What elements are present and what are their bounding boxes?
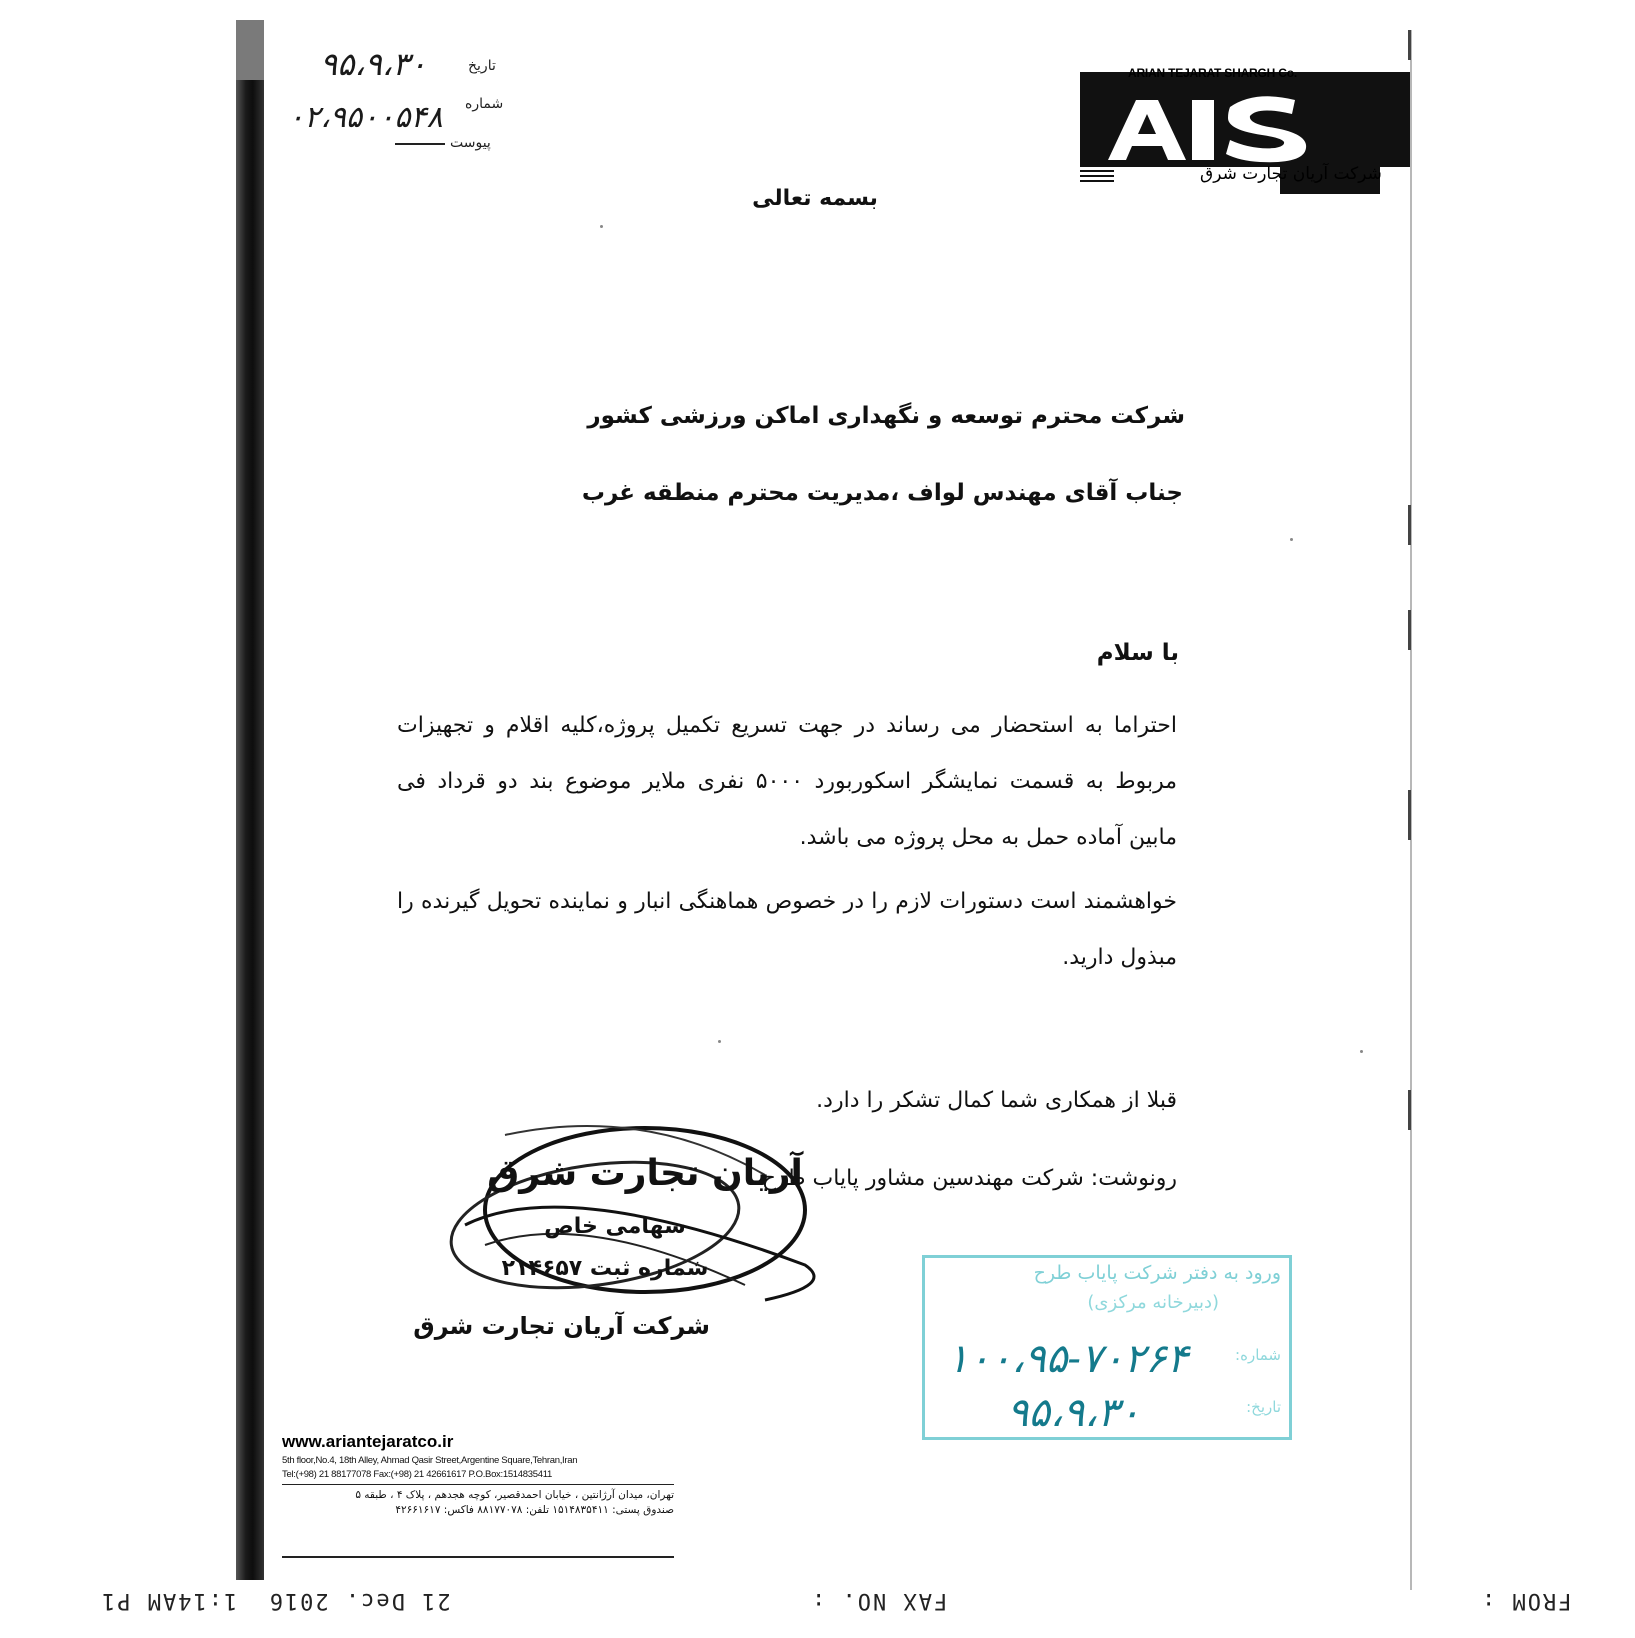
contact-en: Tel:(+98) 21 88177078 Fax:(+98) 21 42661617 P.O.Box:1514835411 — [282, 1469, 552, 1480]
recipient-organization: شرکت محترم توسعه و نگهداری اماکن ورزشی کشور — [587, 403, 1185, 429]
received-stamp-number-label: شماره: — [1235, 1346, 1281, 1364]
contact-fa: صندوق پستی: ۱۵۱۴۸۳۵۴۱۱ تلفن: ۸۸۱۷۷۰۷۸ فاکس: ۴۲۶۶۱۶۱۷ — [395, 1504, 674, 1516]
number-label: شماره — [465, 96, 504, 112]
received-stamp-number: ۱۰۰،۹۵-۷۰۲۶۴ — [947, 1336, 1189, 1382]
edge-tick — [1408, 610, 1411, 650]
scan-speck — [1360, 1050, 1363, 1053]
scan-edge-bar — [236, 20, 264, 1580]
footer-divider — [282, 1484, 674, 1485]
received-stamp-title: ورود به دفتر شرکت پایاب طرح — [1033, 1262, 1281, 1284]
footer-bottom-rule — [282, 1556, 674, 1558]
body-paragraph-1: احتراما به استحضار می رساند در جهت تسریع تکمیل پروژه،کلیه اقلام و تجهیزات مربوط به قسمت نمایشگر اسکوربورد ۵۰۰۰ نفری ملایر موضوع بند دو قرداد فی مابین آماده حمل به محل پروژه می باشد. — [397, 713, 1177, 850]
scan-speck — [600, 225, 603, 228]
edge-tick — [1408, 790, 1411, 840]
attachment-label: پیوست — [450, 135, 491, 151]
letterhead-footer — [282, 1432, 674, 1516]
fax-date-time: 21 Dec. 2016 1:14AM P1 — [100, 1588, 451, 1613]
fax-from: FROM : — [1480, 1588, 1572, 1613]
company-seal — [445, 1115, 850, 1340]
website-link[interactable]: www.ariantejaratco.ir — [282, 1432, 454, 1451]
edge-tick — [1408, 1090, 1411, 1130]
received-stamp-date: ۹۵،۹،۳۰ — [1007, 1390, 1141, 1436]
recipient-person: جناب آقای مهندس لواف ،مدیریت محترم منطقه غرب — [581, 480, 1183, 506]
logo-company-en: ARIAN TEJARAT SHARGH Co. — [1128, 66, 1297, 80]
address-fa: تهران، میدان آرژانتین ، خیابان احمدقصیر، کوچه هجدهم ، پلاک ۴ ، طبقه ۵ — [355, 1489, 674, 1501]
date-label: تاریخ — [468, 58, 496, 74]
fax-number: FAX NO. : — [810, 1588, 948, 1613]
basmala: بسمه تعالی — [752, 186, 878, 211]
closing-thanks: قبلا از همکاری شما کمال تشکر را دارد. — [816, 1088, 1177, 1113]
letter-number: ۰۲،۹۵۰۰۵۴۸ — [288, 100, 443, 135]
carbon-copy-line: رونوشت: شرکت مهندسین مشاور پایاب طرح — [761, 1166, 1177, 1191]
seal-type: سهامی خاص — [544, 1214, 686, 1239]
edge-tick — [1408, 30, 1411, 60]
letter-date: ۹۵،۹،۳۰ — [320, 45, 427, 83]
received-stamp — [922, 1255, 1292, 1440]
edge-tick — [1408, 505, 1411, 545]
address-en: 5th floor,No.4, 18th Alley, Ahmad Qasir Street,Argentine Square,Tehran,Iran — [282, 1455, 578, 1466]
signature-company: شرکت آریان تجارت شرق — [413, 1312, 710, 1340]
scan-speck — [1290, 538, 1293, 541]
received-stamp-subtitle: (دبیرخانه مرکزی) — [1087, 1292, 1219, 1313]
greeting: با سلام — [1096, 640, 1179, 666]
scan-edge-bar-top — [236, 20, 264, 80]
scan-speck — [718, 1040, 721, 1043]
received-stamp-date-label: تاریخ: — [1246, 1398, 1281, 1416]
seal-registration: شماره ثبت ۲۱۴۶۵۷ — [501, 1256, 709, 1281]
seal-name: آریان تجارت شرق — [487, 1153, 803, 1194]
body-paragraph-2: خواهشمند است دستورات لازم را در خصوص هماهنگی انبار و نماینده تحویل گیرنده را مبذول دارید. — [397, 889, 1177, 970]
logo-company-fa: شرکت آریان تجارت شرق — [1200, 164, 1382, 184]
attachment-line — [395, 143, 445, 145]
